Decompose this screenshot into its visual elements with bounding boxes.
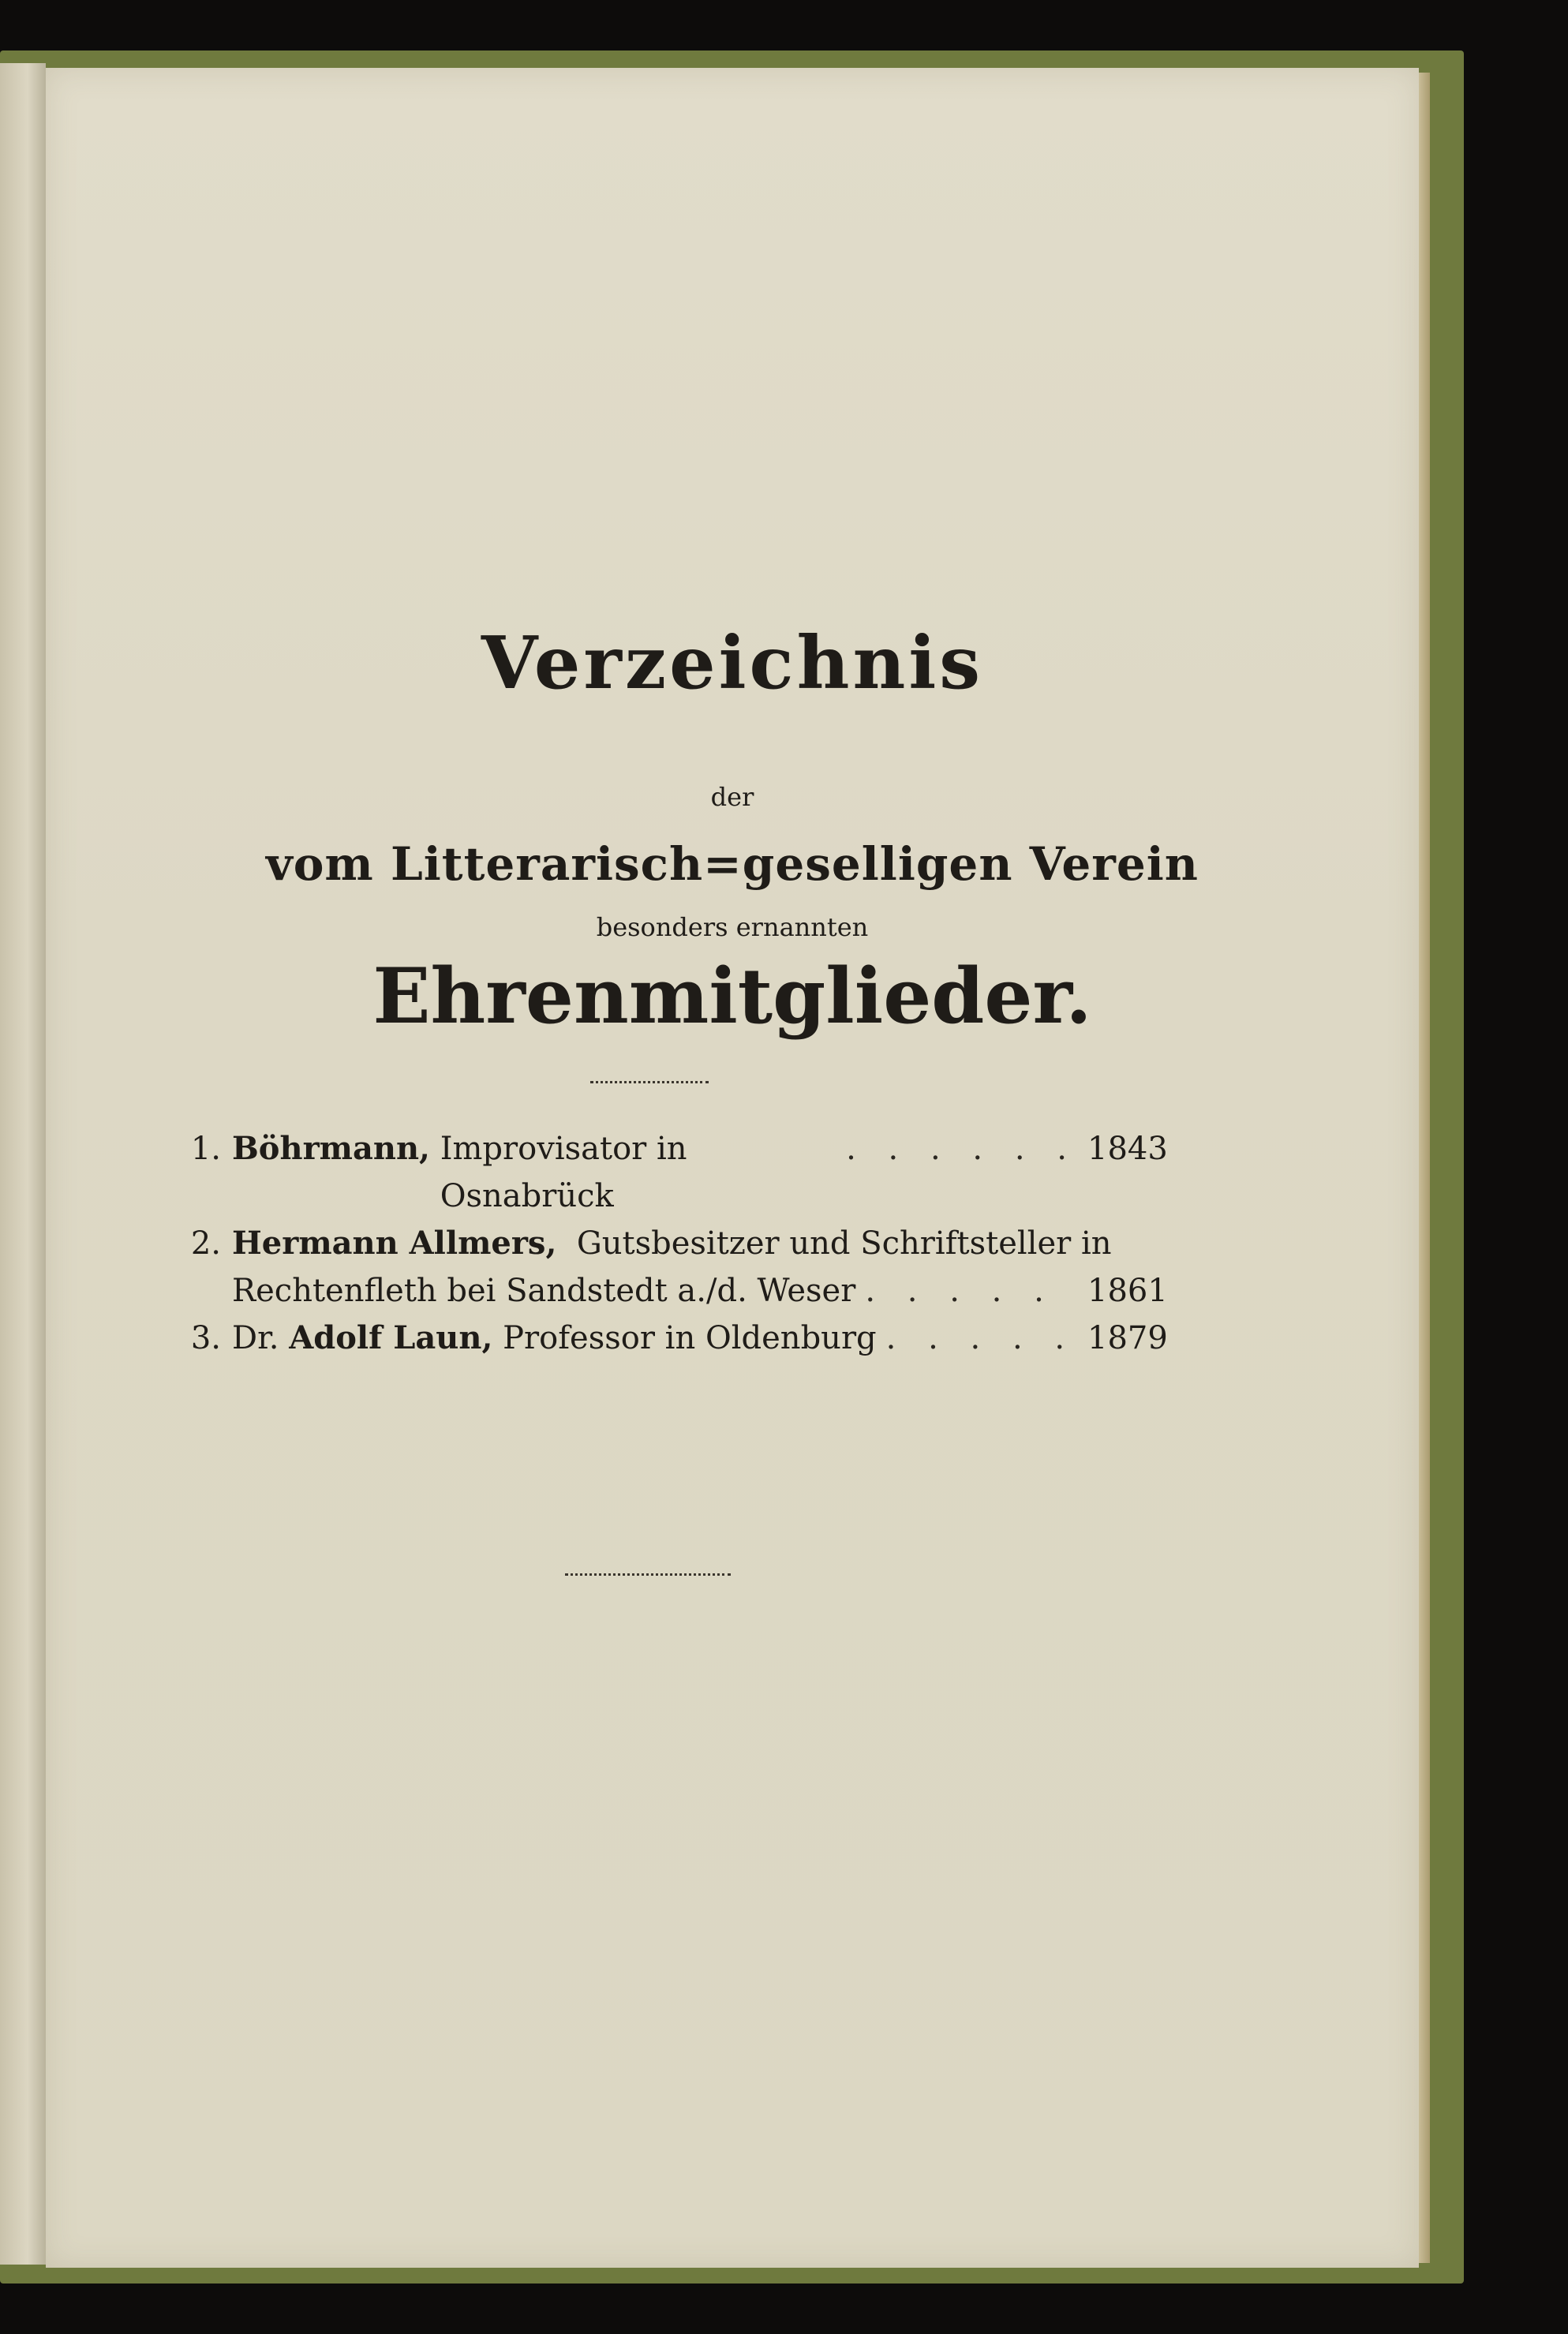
subtitle-besonders: besonders ernannten: [596, 912, 869, 942]
page-stack-edge: [1419, 73, 1430, 2263]
list-item: [172, 1220, 1166, 1267]
entry-name: Adolf Laun,: [289, 1319, 493, 1356]
subtitle-der: der: [710, 782, 754, 812]
entry-number: 3.: [190, 1320, 221, 1356]
page-content: [46, 68, 1419, 2268]
entry-year: 1879: [1087, 1320, 1168, 1356]
heading-ehrenmitglieder: Ehrenmitglieder.: [372, 952, 1092, 1041]
dot-leader: . . . . . .: [846, 1131, 1078, 1167]
page-title: Verzeichnis: [481, 620, 984, 705]
entry-number: 1.: [190, 1131, 221, 1167]
book-page: [46, 68, 1419, 2268]
entry-prefix: Dr.: [232, 1320, 279, 1356]
members-list: [172, 1125, 1166, 1362]
list-item: [172, 1125, 1166, 1220]
entry-number: 2.: [190, 1225, 221, 1262]
subtitle-verein: vom Litterarisch=geselligen Verein: [266, 837, 1199, 891]
entry-year: 1843: [1087, 1131, 1168, 1167]
entry-description: Professor in Oldenburg: [503, 1320, 877, 1356]
entry-name: Hermann Allmers,: [232, 1225, 557, 1262]
left-page-edge: [0, 63, 46, 2265]
entry-name: Böhrmann,: [232, 1130, 430, 1167]
entry-description: Gutsbesitzer und Schriftsteller in: [576, 1225, 1112, 1262]
dot-leader: . . . . .: [865, 1273, 1055, 1309]
list-item-continuation: [172, 1267, 1166, 1315]
list-item: [172, 1315, 1166, 1362]
entry-description-line2: Rechtenfleth bei Sandstedt a./d. Weser: [232, 1273, 856, 1309]
ornament-rule-bottom: [565, 1565, 731, 1576]
ornament-rule-top: [590, 1073, 709, 1083]
entry-description: Improvisator in Osnabrück: [440, 1131, 687, 1214]
dot-leader: . . . . .: [885, 1320, 1076, 1356]
entry-year: 1861: [1087, 1273, 1168, 1309]
